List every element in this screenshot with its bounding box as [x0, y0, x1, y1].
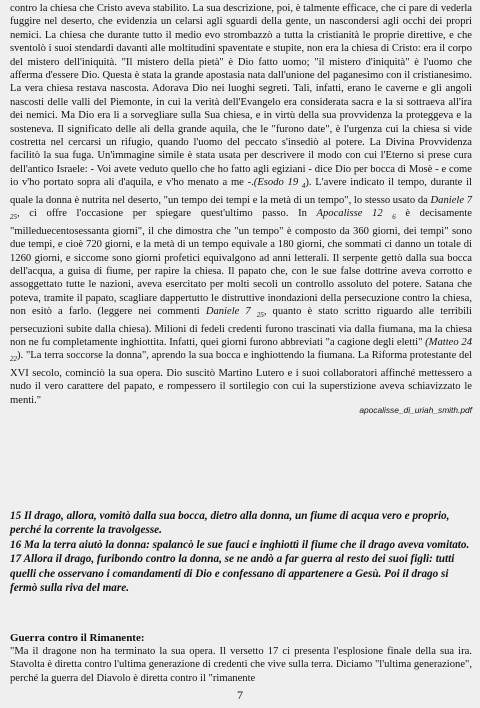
verse-15: 15 Il drago, allora, vomitò dalla sua bocca, dietro alla donna, un fiume di acqua vero e proprio, perché la corrente la travolgesse. — [10, 510, 450, 537]
quoted-commentary — [10, 2, 472, 416]
page-number: 7 — [237, 688, 243, 702]
quote-text-5: , quanto è stato scritto riguardo alle terribili persecuzioni subite dalla chiesa). Milioni di fedeli credenti furono trascinati via dalla fiumana, ma la chiesa non ne fu completamente inghiottita. Infatti, quei giorni furono abbreviati "a cagione degli eletti" — [10, 306, 472, 349]
section-body: "Ma il dragone non ha terminato la sua opera. Il versetto 17 ci presenta l'esplosione finale della sua ira. Stavolta è diretta contro l'ultima generazione di credenti che vive sulla terra. Diciamo "l'ultima generazione", perché la guerra del Diavolo è diretta contro il "rimanente — [10, 646, 472, 684]
quote-text-6: ). "La terra soccorse la donna", aprendo la sua bocca e inghiottendo la fiumana. La Riforma protestante del XVI secolo, cominciò la sua opera. Dio suscitò Martino Lutero e i suoi collaboratori affinché mettessero a nudo il vero carattere del papato, e rompessero il sortilegio con cui la superstizione aveva schiavizzato le menti." — [10, 350, 472, 406]
verse-reference-revelation: Apocalisse 12 $_6$ — [316, 208, 396, 222]
verse-17: 17 Allora il drago, furibondo contro la donna, se ne andò a far guerra al resto dei suoi figli: tutti quelli che osservano i comandamenti di Dio e confessano di appartenere a Gesù. Poi il drago si fermò sulla riva del mare. — [10, 553, 455, 595]
quote-text-1: contro la chiesa che Cristo aveva stabilito. La sua descrizione, poi, è talmente efficace, che ci pare di vederla fuggire nel deserto, che evidenzia un celarsi agli sguardi della gente, un nascondersi agli occhi dei propri nemici. La chiesa che durante tutto il medio evo strombazzò a tutta la cristianità le proprie direttive, e che sventolò i suoi stendardi davanti alle moltitudini spaventate e stupite, non era la chiesa di Cristo: era il corpo del mistero dell'iniquità. "Il mistero della pietà" è Dio fatto uomo; "il mistero d'iniquità" è l'uomo che afferma d'essere Dio. Questa è stata la grande apostasia nata dall'unione del paganesimo con il cristianesimo. La vera chiesa restava nascosta. Adorava Dio nei luoghi segreti. Tali, infatti, erano le caverne e gli angoli nascosti delle valli del Piemonte, in cui la verità dell'Evangelo era considerata sacra e la si sottraeva all'ira dei nemici. Ma Dio era lì a sorvegliare sulla Sua chiesa, e in virtù della sua provvidenza la proteggeva e la sosteneva. Il significato delle ali della grande aquila, che le "furono date", è l'urgenza cui la chiesa si vide costretta nel cercarsi un rifugio, quando l'uomo del peccato s'insediò al potere. La Divina Provvidenza facilitò la sua fuga. Un'immagine simile è stata usata per descrivere il modo con cui l'Eterno si prese cura dell'antico Israele: - Voi avete veduto quello che ho fatto agli egiziani - dice Dio per bocca di Mosè - e come io v'ho portato sopra ali d'aquila, e v'ho menato a me -. — [10, 3, 472, 189]
section-title: Guerra contro il Rimanente: — [10, 632, 145, 644]
quote-text-3: , ci offre l'occasione per spiegare quest'ultimo passo. In — [17, 208, 307, 220]
quote-text-2: ). L'avere indicato il tempo, durante il quale la donna è nutrita nel deserto, "un tempo dei tempi e la metà di un tempo", lo stesso usato da — [10, 177, 472, 206]
quote-text-4: è decisamente "milleduecentosessanta giorni", il che dimostra che "un tempo" è composto da 360 giorni, dei tempi" sono due tempi, e cioè 720 giorni, e la metà di un tempo equivale a 180 giorni, che sommati ci danno un totale di 1260 giorni, e siccome sono giorni profetici equivalgono ad anni letterali. Il serpente gettò dalla sua bocca dell'acqua, a guisa di fiume, per rapire la chiesa. Il papato che, con le sue false dottrine aveva corrotto e assoggettato tutte le nazioni, aveva esercitato per molti secoli un controllo assoluto del potere. Satana che poteva, tramite il papato, scagliare dappertutto le distruttive inondazioni della persecuzione contro la chiesa, non esitò a farlo. (leggere nei commenti — [10, 208, 473, 318]
verse-reference-matthew: (Matteo 24 $_{22}$ — [10, 337, 472, 364]
verse-reference-exodus: (Esodo 19 $_4$ — [253, 177, 306, 191]
bible-verses — [10, 509, 472, 595]
verse-reference-daniel-1: Daniele 7 $_{25}$ — [10, 194, 472, 222]
verse-16: 16 Ma la terra aiutò la donna: spalancò le sue fauci e inghiottì il fiume che il drago aveva vomitato. — [10, 538, 470, 551]
verse-reference-daniel-2: Daniele 7 $_{25}$ — [205, 306, 264, 320]
source-filename: apocalisse_di_uriah_smith.pdf — [359, 405, 472, 416]
